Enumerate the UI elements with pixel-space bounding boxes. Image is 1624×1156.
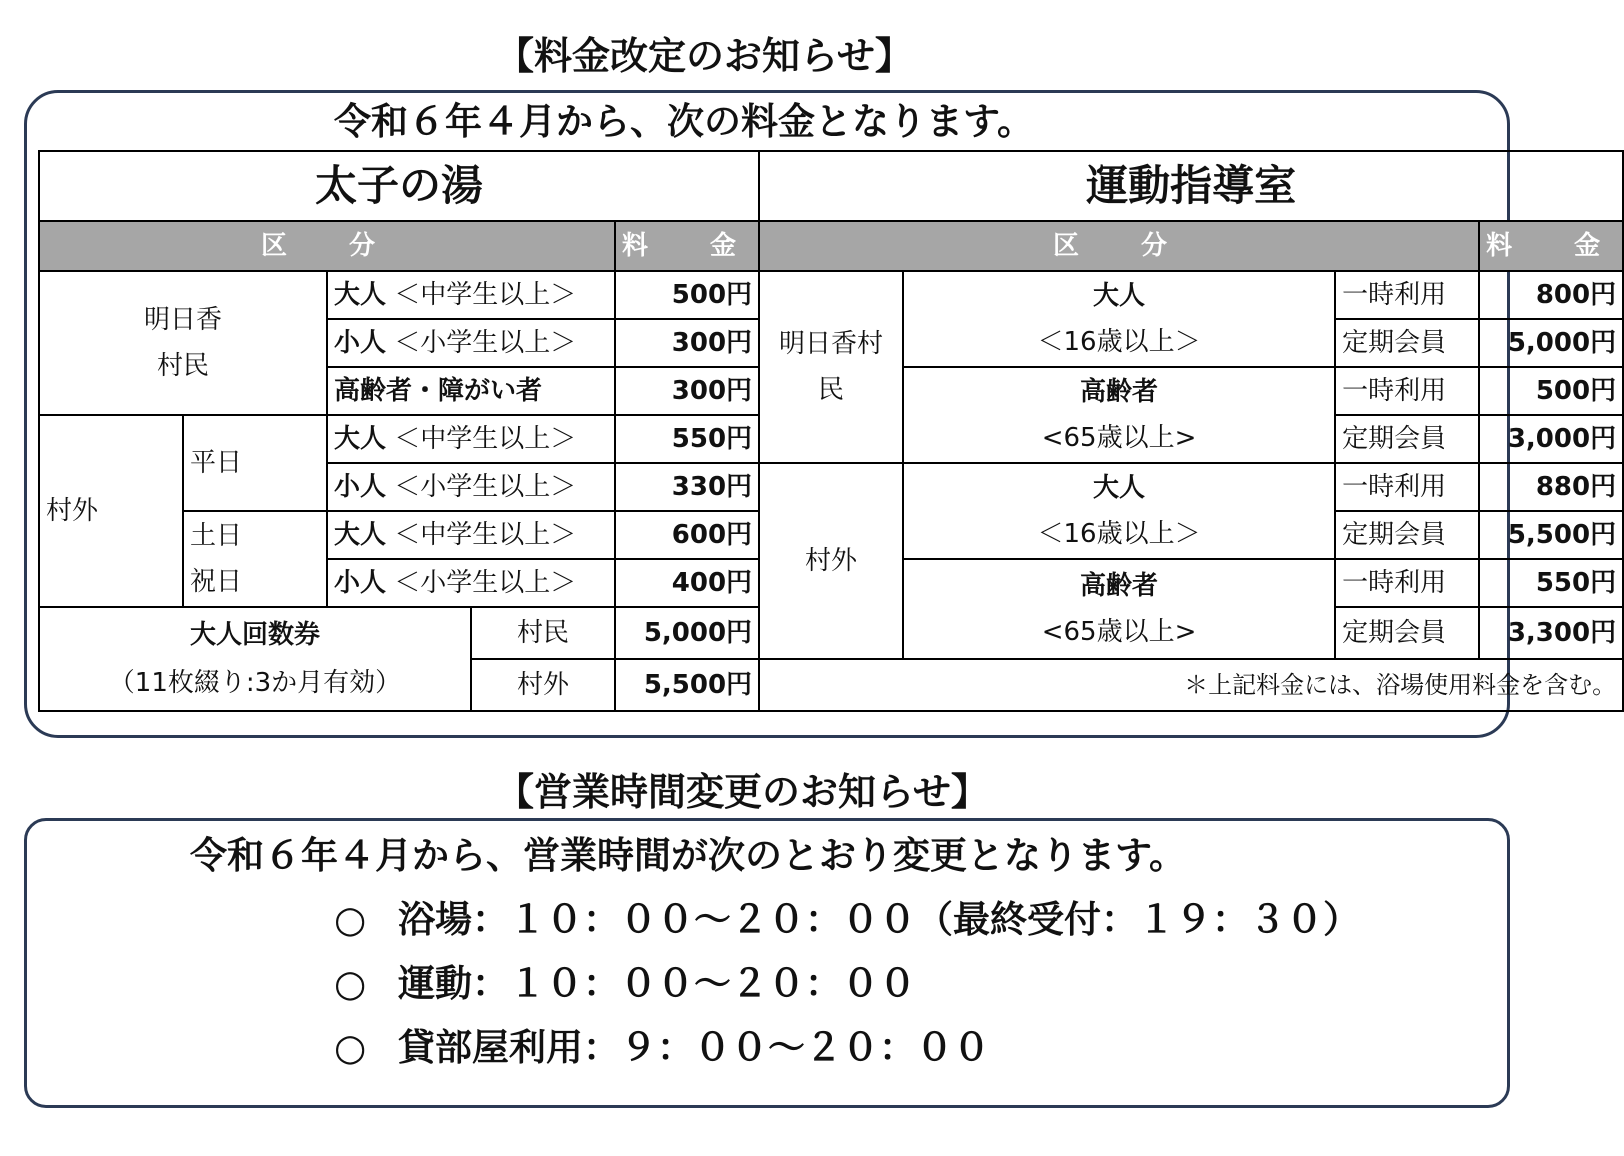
bath-ticket-who: 村民	[471, 607, 615, 659]
bath-fee: 600円	[615, 511, 759, 559]
bath-weekend-label: 土日 祝日	[183, 511, 327, 607]
gym-title: 運動指導室	[759, 151, 1623, 221]
gym-resident-label: 明日香村 民	[759, 271, 903, 463]
hours-lead: 令和６年４月から、営業時間が次のとおり変更となります。	[190, 834, 1187, 877]
gym-fee: 5,000円	[1479, 319, 1623, 367]
gym-fee: 3,300円	[1479, 607, 1623, 659]
gym-use-type: 定期会員	[1335, 607, 1479, 659]
circle-bullet-icon: ○	[334, 962, 367, 1005]
bath-resident-label: 明日香 村民	[39, 271, 327, 415]
bath-col-fee: 料 金	[615, 221, 759, 271]
bath-row: 大人 ＜中学生以上＞	[327, 511, 615, 559]
bath-ticket-fee: 5,500円	[615, 659, 759, 711]
hours-notice-heading: 【営業時間変更のお知らせ】	[496, 770, 989, 814]
bath-weekday-label: 平日	[183, 415, 327, 511]
gym-use-type: 一時利用	[1335, 367, 1479, 415]
bath-fee: 300円	[615, 319, 759, 367]
circle-bullet-icon: ○	[334, 898, 367, 941]
bath-ticket-label: 大人回数券 （11枚綴り:3か月有効）	[39, 607, 471, 711]
gym-col-category: 区 分	[759, 221, 1479, 271]
bath-fee: 400円	[615, 559, 759, 607]
gym-outside-label: 村外	[759, 463, 903, 659]
gym-senior-label: 高齢者 <65歳以上>	[903, 367, 1335, 463]
hours-item-gym: ○ 運動：１０：００～２０：００	[334, 962, 916, 1005]
bath-row: 小人 ＜小学生以上＞	[327, 559, 615, 607]
gym-note: ＊上記料金には、浴場使用料金を含む。	[759, 659, 1623, 711]
bath-ticket-fee: 5,000円	[615, 607, 759, 659]
bath-fee: 330円	[615, 463, 759, 511]
bath-fee: 300円	[615, 367, 759, 415]
bath-row: 大人 ＜中学生以上＞	[327, 271, 615, 319]
bath-row: 小人 ＜小学生以上＞	[327, 319, 615, 367]
bath-row: 高齢者・障がい者	[327, 367, 615, 415]
gym-fee: 500円	[1479, 367, 1623, 415]
gym-use-type: 定期会員	[1335, 415, 1479, 463]
gym-use-type: 定期会員	[1335, 319, 1479, 367]
fees-lead: 令和６年４月から、次の料金となります。	[334, 100, 1035, 143]
gym-use-type: 一時利用	[1335, 271, 1479, 319]
bath-row: 大人 ＜中学生以上＞	[327, 415, 615, 463]
fee-table	[38, 150, 1624, 712]
hours-item-bath: ○ 浴場：１０：００～２０：００（最終受付：１９：３０）	[334, 898, 1360, 941]
gym-adult-label: 大人 ＜16歳以上＞	[903, 271, 1335, 367]
gym-senior-label: 高齢者 <65歳以上>	[903, 559, 1335, 659]
circle-bullet-icon: ○	[334, 1026, 367, 1069]
fees-notice-heading: 【料金改定のお知らせ】	[496, 34, 913, 78]
bath-fee: 500円	[615, 271, 759, 319]
bath-title: 太子の湯	[39, 151, 759, 221]
gym-fee: 5,500円	[1479, 511, 1623, 559]
gym-use-type: 定期会員	[1335, 511, 1479, 559]
gym-use-type: 一時利用	[1335, 559, 1479, 607]
bath-fee: 550円	[615, 415, 759, 463]
gym-col-fee: 料 金	[1479, 221, 1623, 271]
gym-fee: 880円	[1479, 463, 1623, 511]
hours-item-rooms: ○ 貸部屋利用：９：００～２０：００	[334, 1026, 990, 1069]
gym-adult-label: 大人 ＜16歳以上＞	[903, 463, 1335, 559]
gym-fee: 800円	[1479, 271, 1623, 319]
bath-col-category: 区 分	[39, 221, 615, 271]
bath-ticket-who: 村外	[471, 659, 615, 711]
gym-fee: 550円	[1479, 559, 1623, 607]
bath-row: 小人 ＜小学生以上＞	[327, 463, 615, 511]
gym-use-type: 一時利用	[1335, 463, 1479, 511]
bath-outside-label: 村外	[39, 415, 183, 607]
gym-fee: 3,000円	[1479, 415, 1623, 463]
